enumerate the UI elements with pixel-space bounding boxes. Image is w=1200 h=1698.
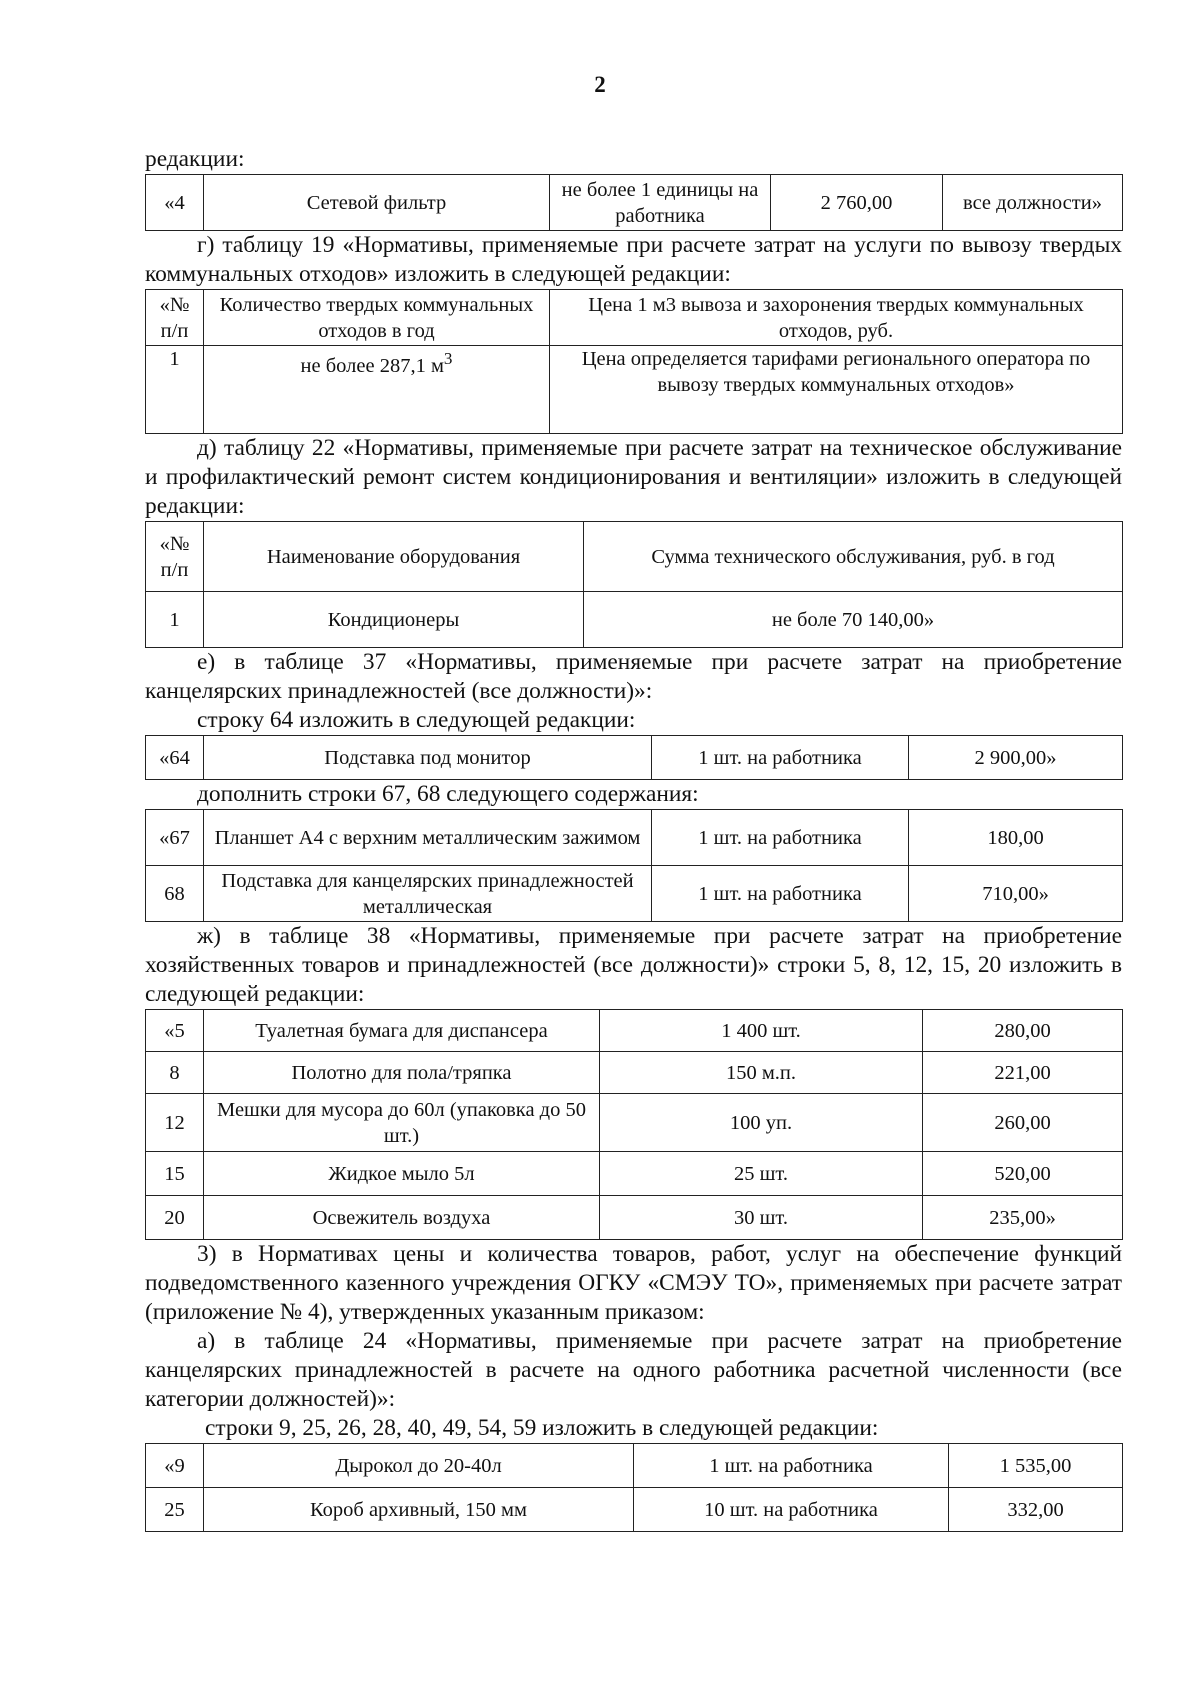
paragraph-zh: ж) в таблице 38 «Нормативы, применяемые при расчете затрат на приобретение хозяйственных товаров и принадлежностей (все должности)» строки 5, 8, 12, 15, 20 изложить в следующей редакции: — [145, 923, 1122, 1007]
table-22 — [145, 521, 1123, 648]
cell-num: 25 — [146, 1488, 204, 1532]
cell-price: 332,00 — [949, 1488, 1123, 1532]
header-price: Цена 1 м3 вывоза и захоронения твердых коммунальных отходов, руб. — [550, 290, 1123, 346]
cell-price: Цена определяется тарифами регионального оператора по вывозу твердых коммунальных отходов» — [550, 346, 1123, 434]
cell-name: Сетевой фильтр — [204, 175, 550, 231]
cell-norm: 1 шт. на работника — [634, 1444, 949, 1488]
cell-num: 1 — [146, 346, 204, 434]
paragraph-d: д) таблицу 22 «Нормативы, применяемые при расчете затрат на техническое обслуживание и профилактический ремонт систем кондиционирования и вентиляции» изложить в следующей редакции: — [145, 435, 1122, 519]
cell-name: Планшет А4 с верхним металлическим зажимом — [204, 810, 652, 866]
cell-name: Короб архивный, 150 мм — [204, 1488, 634, 1532]
cell-norm: 1 шт. на работника — [652, 736, 909, 780]
table-37-rows67-68 — [145, 809, 1123, 922]
cell-num: «5 — [146, 1010, 204, 1052]
table-network-filter — [145, 174, 1123, 231]
page-number: 2 — [594, 72, 606, 97]
header-num: «№ п/п — [146, 522, 204, 592]
cell-price: 2 760,00 — [771, 175, 943, 231]
table-row — [146, 1094, 1123, 1152]
cell-name: Освежитель воздуха — [204, 1196, 600, 1240]
table-row — [146, 346, 1123, 434]
header-num: «№ п/п — [146, 290, 204, 346]
paragraph-3: 3) в Нормативах цены и количества товаров, работ, услуг на обеспечение функций подведомственного казенного учреждения ОГКУ «СМЭУ ТО», применяемых при расчете затрат (приложение № 4), утвержденных указанным приказом: — [145, 1241, 1122, 1325]
cell-name: Туалетная бумага для диспансера — [204, 1010, 600, 1052]
cell-price: 520,00 — [923, 1152, 1123, 1196]
cell-num: «67 — [146, 810, 204, 866]
cell-price: 180,00 — [909, 810, 1123, 866]
cell-num: 68 — [146, 866, 204, 922]
table-row — [146, 1052, 1123, 1094]
cell-price: 710,00» — [909, 866, 1123, 922]
cell-num: 8 — [146, 1052, 204, 1094]
table-header-row — [146, 290, 1123, 346]
cell-name: Подставка под монитор — [204, 736, 652, 780]
cell-price: 1 535,00 — [949, 1444, 1123, 1488]
cell-name: Мешки для мусора до 60л (упаковка до 50 шт.) — [204, 1094, 600, 1152]
cell-num: 12 — [146, 1094, 204, 1152]
table-header-row — [146, 522, 1123, 592]
cell-name: Жидкое мыло 5л — [204, 1152, 600, 1196]
table-row — [146, 866, 1123, 922]
cell-price: 235,00» — [923, 1196, 1123, 1240]
cell-name: Дырокол до 20-40л — [204, 1444, 634, 1488]
cell-quantity — [204, 346, 550, 434]
quantity-unit-superscript: 3 — [443, 349, 453, 368]
paragraph-a-rows: строки 9, 25, 26, 28, 40, 49, 54, 59 изложить в следующей редакции: — [205, 1415, 879, 1441]
cell-price: 260,00 — [923, 1094, 1123, 1152]
cell-name: Подставка для канцелярских принадлежностей металлическая — [204, 866, 652, 922]
table-24 — [145, 1443, 1123, 1532]
table-row — [146, 810, 1123, 866]
cell-num: «9 — [146, 1444, 204, 1488]
table-37-row64 — [145, 735, 1123, 780]
cell-position: все должности» — [943, 175, 1123, 231]
cell-sum: не боле 70 140,00» — [584, 592, 1123, 648]
table-row — [146, 1196, 1123, 1240]
table-38 — [145, 1009, 1123, 1240]
table-row — [146, 592, 1123, 648]
paragraph-g: г) таблицу 19 «Нормативы, применяемые при расчете затрат на услуги по вывозу твердых коммунальных отходов» изложить в следующей редакции: — [145, 232, 1122, 287]
cell-price: 221,00 — [923, 1052, 1123, 1094]
cell-num: «64 — [146, 736, 204, 780]
table-row — [146, 736, 1123, 780]
paragraph-a: а) в таблице 24 «Нормативы, применяемые при расчете затрат на приобретение канцелярских принадлежностей в расчете на одного работника расчетной численности (все категории должностей)»: — [145, 1328, 1122, 1412]
cell-equipment: Кондиционеры — [204, 592, 584, 648]
table-row — [146, 1152, 1123, 1196]
cell-quantity: 100 уп. — [600, 1094, 923, 1152]
cell-price: 280,00 — [923, 1010, 1123, 1052]
lead-text: редакции: — [145, 146, 245, 172]
table-row — [146, 1488, 1123, 1532]
table-row — [146, 175, 1123, 231]
paragraph-e: е) в таблице 37 «Нормативы, применяемые при расчете затрат на приобретение канцелярских принадлежностей (все должности)»: — [145, 649, 1122, 704]
header-quantity: Количество твердых коммунальных отходов в год — [204, 290, 550, 346]
quantity-value: не более 287,1 м — [300, 354, 444, 377]
cell-norm: 1 шт. на работника — [652, 810, 909, 866]
cell-quantity: 1 400 шт. — [600, 1010, 923, 1052]
cell-num: 1 — [146, 592, 204, 648]
cell-quantity: 25 шт. — [600, 1152, 923, 1196]
table-row — [146, 1010, 1123, 1052]
paragraph-e-add: дополнить строки 67, 68 следующего содержания: — [197, 781, 699, 807]
header-sum: Сумма технического обслуживания, руб. в год — [584, 522, 1123, 592]
cell-num: 20 — [146, 1196, 204, 1240]
cell-num: 15 — [146, 1152, 204, 1196]
cell-norm: не более 1 единицы на работника — [550, 175, 771, 231]
table-19 — [145, 289, 1123, 434]
cell-name: Полотно для пола/тряпка — [204, 1052, 600, 1094]
cell-num: «4 — [146, 175, 204, 231]
cell-quantity: 30 шт. — [600, 1196, 923, 1240]
paragraph-e-row64: строку 64 изложить в следующей редакции: — [197, 707, 636, 733]
cell-price: 2 900,00» — [909, 736, 1123, 780]
document-body — [145, 145, 1122, 1532]
cell-norm: 10 шт. на работника — [634, 1488, 949, 1532]
header-equipment: Наименование оборудования — [204, 522, 584, 592]
cell-norm: 1 шт. на работника — [652, 866, 909, 922]
table-row — [146, 1444, 1123, 1488]
cell-quantity: 150 м.п. — [600, 1052, 923, 1094]
